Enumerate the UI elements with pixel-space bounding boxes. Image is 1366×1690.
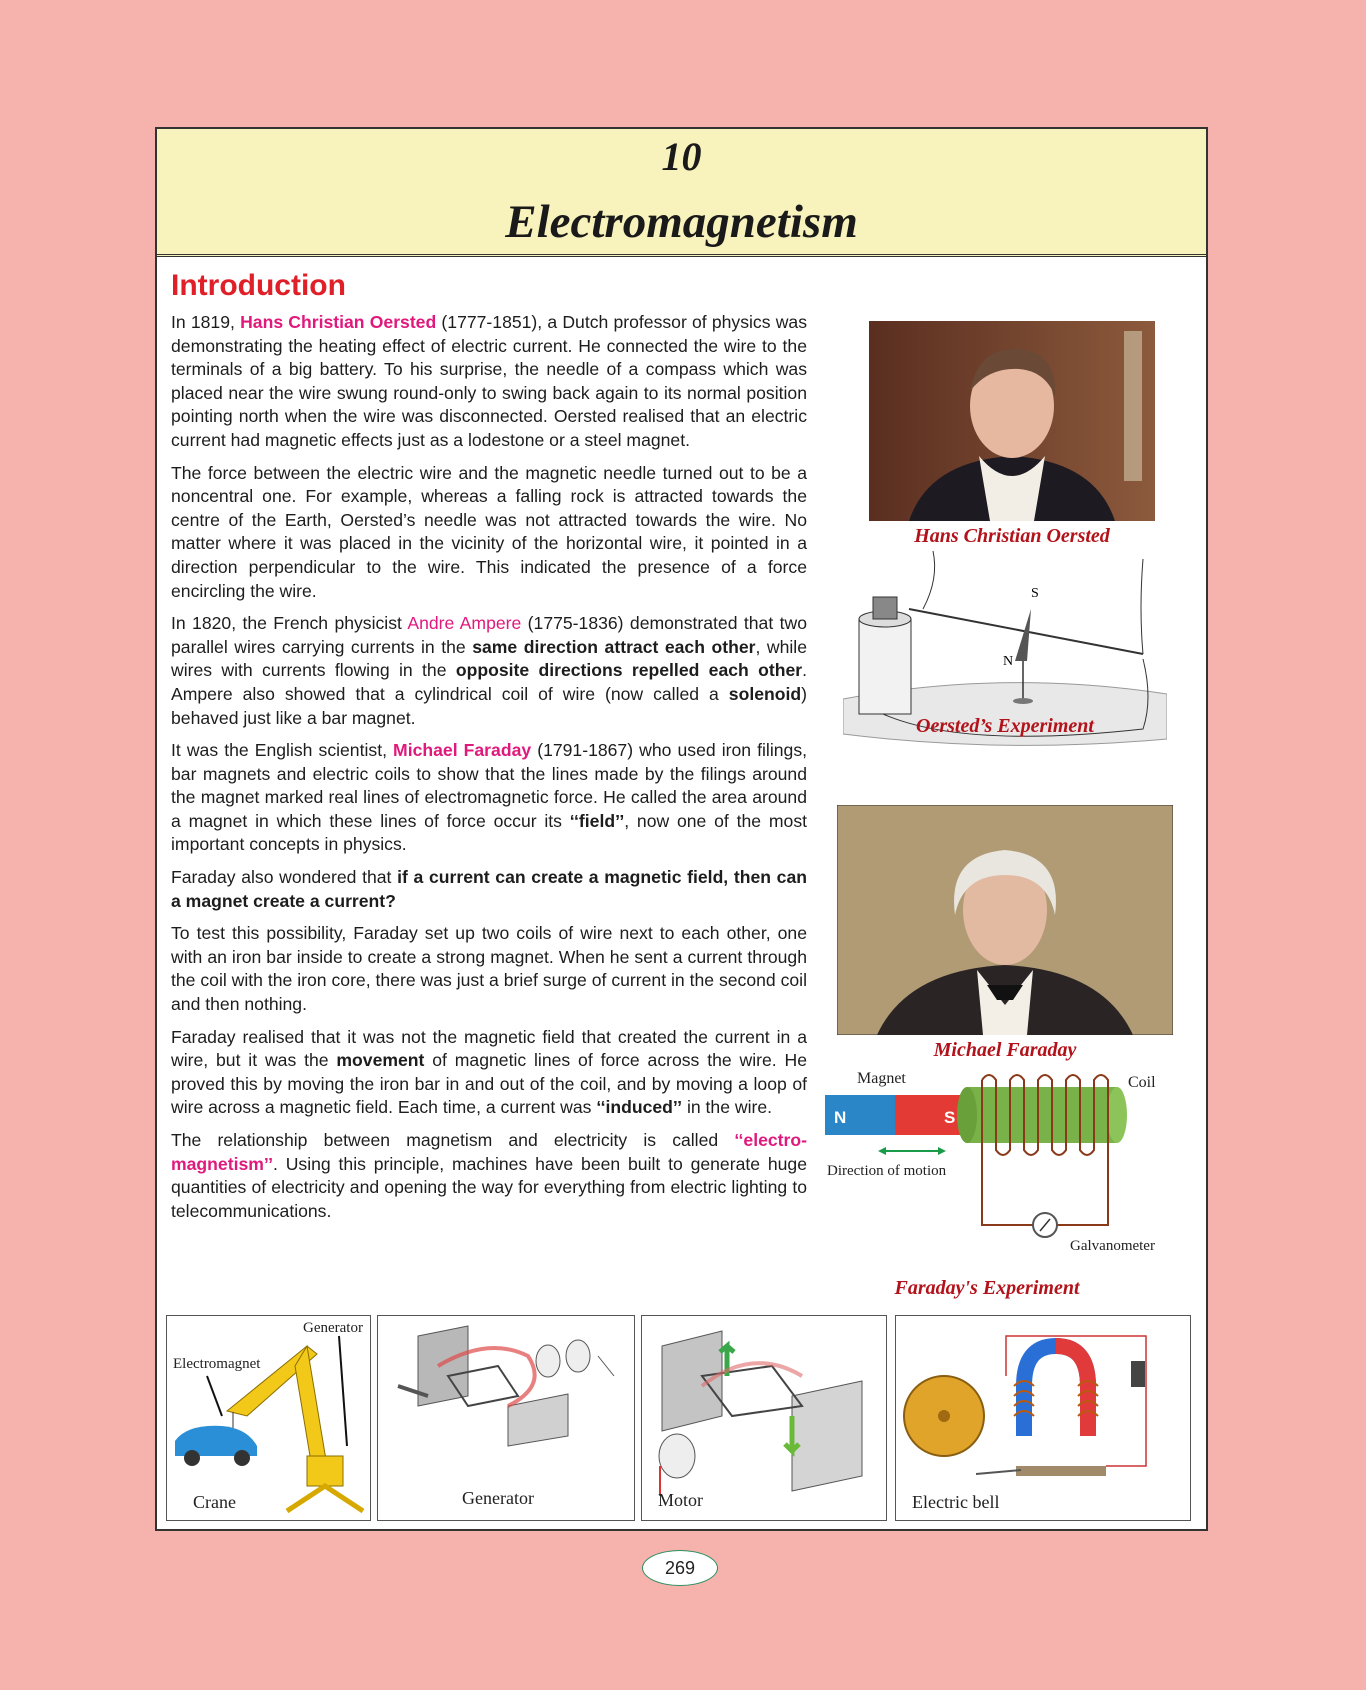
panel-electric-bell [895,1315,1191,1521]
chapter-header [157,129,1206,257]
faraday-experiment-diagram [822,1065,1202,1275]
body-text [171,311,807,1232]
faraday-portrait [837,805,1173,1035]
label-magnet: Magnet [857,1070,906,1087]
label-crane: Crane [193,1492,236,1512]
paragraph-1: In 1819, Hans Christian Oersted (1777-1851), a Dutch professor of physics was demonstrating the heating effect of electric current. He connected the wire to the terminals of a big battery. To his surprise, the needle of a compass which was placed near the wire swung round-only to swing back again to its normal position pointing north when the wire was disconnected. Oersted realised that an electric current had magnetic effects just as a lodestone or a steel magnet. [171,312,808,450]
name-faraday: Michael Faraday [393,740,532,761]
panel-crane [166,1315,371,1521]
name-ampere: Andre Ampere [407,613,522,634]
page-number: 269 [642,1550,718,1586]
label-motor: Motor [658,1490,703,1510]
caption-oersted: Hans Christian Oersted [914,525,1110,547]
paragraph-2: The force between the electric wire and the magnetic needle turned out to be a noncentral one. For example, whereas a falling rock is attracted towards the centre of the Earth, Oersted’s needle was not attracted towards the wire. No matter where it was placed in the vicinity of the horizontal wire, it pointed in a direction perpendicular to the wire. This indicated the presence of a force encircling the wire. [171,462,807,601]
label-coil: Coil [1128,1074,1156,1091]
section-heading: Introduction [171,269,346,302]
paragraph-3: In 1820, the French physicist Andre Ampere (1775-1836) demonstrated that two parallel wires carrying currents in the same direction attract each other, while wires with currents flowing in the opposite directions repelled each other. Ampere also showed that a cylindrical coil of wire (now called a solenoid) behaved just like a bar magnet. [171,613,807,728]
paragraph-8: The relationship between magnetism and electricity is called ‘‘electro-magnetism’’. Using this principle, machines have been built to generate huge quantities of electricity and opening the way for everything from electric lighting to telecommunications. [171,1130,807,1221]
name-oersted: Hans Christian Oersted [240,312,437,332]
page-frame [155,127,1208,1531]
svg-text:S: S [944,1108,956,1127]
chapter-number: 10 [661,134,702,179]
panel-generator [377,1315,635,1521]
caption-faraday-experiment: Faraday's Experiment [894,1277,1080,1299]
paragraph-6: To test this possibility, Faraday set up two coils of wire next to each other, one with an iron bar inside to create a strong magnet. When he sent a current through the coil with the iron core, there was just a brief surge of current in the second coil and then nothing. [171,923,807,1015]
caption-faraday: Michael Faraday [933,1039,1077,1061]
label-generator: Generator [462,1488,534,1508]
panel-motor [641,1315,887,1521]
label-electric-bell: Electric bell [912,1492,1000,1512]
label-generator-tag: Generator [303,1320,363,1336]
svg-text:N: N [834,1108,847,1127]
paragraph-4: It was the English scientist, Michael Faraday (1791-1867) who used iron filings, bar magnets and electric coils to show that the lines made by the filings around the magnet marked real lines of electromagnetic force. He called the area around a magnet in which these lines of force occur its ‘‘field’’, now one of the most important concepts in physics. [171,740,808,855]
oersted-portrait [869,321,1155,521]
label-electromagnet-tag: Electromagnet [173,1356,261,1372]
label-direction: Direction of motion [827,1163,947,1179]
label-galvanometer: Galvanometer [1070,1238,1155,1254]
paragraph-5: Faraday also wondered that if a current can create a magnetic field, then can a magnet create a current? [171,867,807,911]
label-s: S [1031,586,1039,601]
caption-oersted-experiment: Oersted’s Experiment [916,715,1094,737]
label-n: N [1003,654,1014,669]
chapter-title: Electromagnetism [505,196,858,248]
term-electromagnetism: ‘‘electro-magnetism’’ [171,1130,807,1174]
paragraph-7: Faraday realised that it was not the magnetic field that created the current in a wire, but it was the movement of magnetic lines of force across the wire. He proved this by moving the iron bar in and out of the coil, and by moving a loop of wire across a magnetic field. Each time, a current was ‘‘induced’’ in the wire. [171,1026,807,1118]
electric-bell-illustration [896,1316,1191,1521]
crane-illustration [167,1316,371,1521]
